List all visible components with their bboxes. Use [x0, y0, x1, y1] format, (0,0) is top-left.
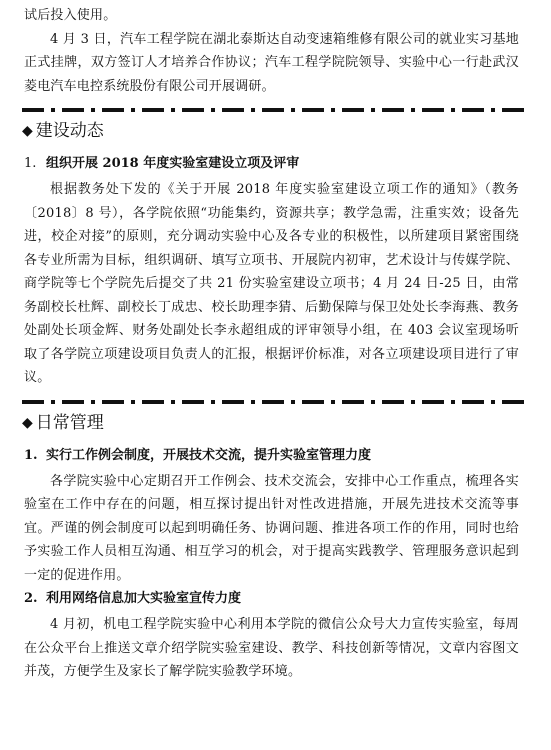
- item-heading-text: 利用网络信息加大实验室宣传力度: [46, 591, 242, 606]
- item-heading: [24, 152, 521, 176]
- section-divider: [22, 400, 529, 404]
- intro-paragraph: 4 月 3 日，汽车工程学院在湖北泰斯达自动变速箱维修有限公司的就业实习基地正式挂牌，双方签订人才培养合作协议；汽车工程学院院领导、实验中心一行赴武汉菱电汽车电控系统股份有限公司开展调研。: [24, 31, 519, 94]
- section-heading-daily-management: [22, 410, 529, 436]
- item-number: 1.: [24, 447, 38, 463]
- item-heading-text: 组织开展 2018 年度实验室建设立项及评审: [46, 156, 300, 171]
- section-title-text: 日常管理: [35, 412, 104, 433]
- section-heading-construction: [22, 118, 529, 144]
- diamond-bullet-icon: ◆: [22, 414, 33, 431]
- intro-top-line: 试后投入使用。: [24, 8, 117, 23]
- item-body: 各学院实验中心定期召开工作例会、技术交流会，安排中心工作重点，梳理各实验室在工作中存在的问题，相互探讨提出针对性改进措施，开展先进技术交流等事宜。严谨的例会制度可以起到明确任务、协调问题、推进各项工作的作用，同时也给予实验工作人员相互沟通、相互学习的机会，对于提高实践教学、管理服务意识起到一定的促进作用。: [24, 473, 519, 583]
- item-heading-text: 实行工作例会制度，开展技术交流，提升实验室管理力度: [46, 447, 372, 463]
- item-number: 2.: [24, 591, 38, 606]
- item-heading: [24, 444, 521, 468]
- item-number: 1.: [24, 156, 37, 171]
- item-body: 根据教务处下发的《关于开展 2018 年度实验室建设立项工作的通知》（教务〔2018〕8 号），各学院依照“功能集约，资源共享；教学急需，注重实效；设备先进，校企对接”的原则，充分调动实验中心及各专业的积极性，以所建项目紧密围绕各专业所需为目标，组织调研、填写立项书、开展院内初审，艺术设计与传媒学院、商学院等七个学院先后提交了共 21 份实验室建设立项书；4 月 24 日-25 日，由常务副校长杜辉、副校长丁成忠、校长助理李猜、后勤保障与保卫处处长李海燕、教务处副处长项金辉、财务处副处长李永超组成的评审领导小组，在 403 会议室现场听取了各学院立项建设项目负责人的汇报，根据评价标准，对各立项建设项目进行了审议。: [24, 182, 519, 385]
- diamond-bullet-icon: ◆: [22, 123, 33, 139]
- item-body: 4 月初，机电工程学院实验中心利用本学院的微信公众号大力宣传实验室，每周在公众平台上推送文章介绍学院实验室建设、教学、科技创新等情况，文章内容图文并茂，方便学生及家长了解学院实验教学环境。: [24, 617, 519, 679]
- section-title-text: 建设动态: [35, 121, 104, 141]
- section-divider: [22, 108, 529, 112]
- item-heading: [24, 587, 521, 611]
